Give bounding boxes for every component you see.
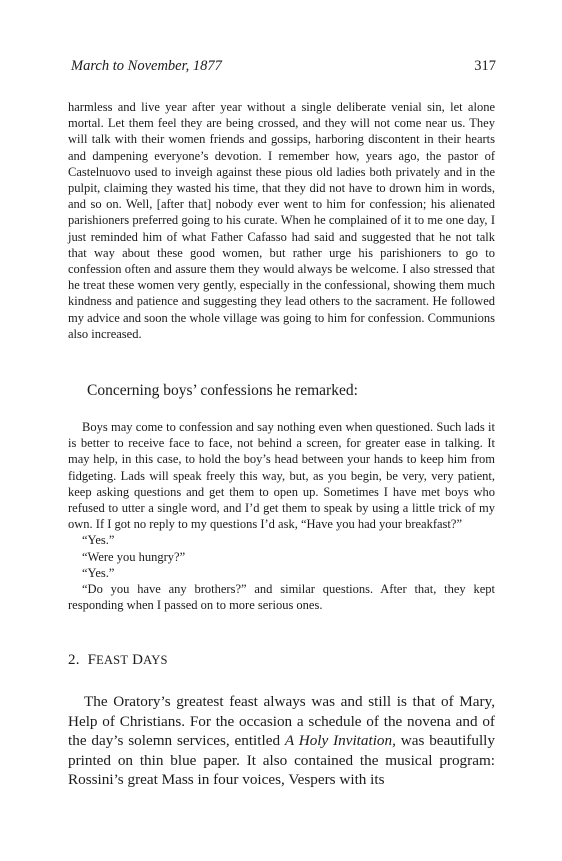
quote-paragraph: “Do you have any brothers?” and similar questions. After that, they kept responding when I passed on to more serious ones. <box>68 582 495 613</box>
quote-line: “Yes.” <box>82 565 115 580</box>
quote-paragraph: Boys may come to confession and say nothing even when questioned. Such lads it is better to receive face to face, not behind a screen, for greater ease in talking. It may help, in this case, to hold the boy’s head between your hands to keep him from fidgeting. Lads will speak freely this way, but, as you begin, be very, very patient, keep asking questions and get them to open up. Sometimes I have met boys who refused to utter a single word, and I’d get them to speak by using a little trick of my own. If I got no reply to my questions I’d ask, “Have you had your breakfast?” <box>68 420 495 532</box>
paragraph-text: harmless and live year after year without a single deliberate venial sin, let alone mortal. Let them feel they are being crossed, and they will not come near us. They will talk with their women friends and gossips, harboring discontent in their hearts and dampening everyone’s devotion. I remember how, years ago, the pastor of Castelnuovo used to inveigh against these pious old ladies both privately and in the pulpit, claiming they wasted his time, that they did not have to drown him in words, and so on. Well, [after that] nobody ever went to him for confession; his alienated parishioners preferred going to his curate. When he complained of it to me one day, I just reminded him of what Father Cafasso had said and suggested that he not talk that way about these good women, but rather urge his parishioners to go to confession often and assure them they would always be welcome. I also stressed that he treat these women very gently, especially in the confessional, showing them much kindness and patience and suggesting they lead others to the sacrament. He followed my advice and soon the whole village was going to him for confession. Communions also increased. <box>68 100 495 341</box>
running-title: March to November, 1877 <box>71 58 222 74</box>
section-title: FEAST DAYS <box>87 652 168 668</box>
quote-line: “Yes.” <box>82 533 115 548</box>
page-number: 317 <box>474 58 496 74</box>
section-heading <box>68 652 495 669</box>
block-quote <box>68 419 495 613</box>
section-number: 2. <box>68 652 80 668</box>
work-title: A Holy Invitation, <box>284 732 396 750</box>
paragraph-text: The Oratory’s greatest feast always was and still is that of Mary, Help of Christians. For the occasion a schedule of the novena and of the day’s solemn services, entitled A Holy Invitation, was beautifully printed on thin blue paper. It also contained the musical program: Rossini’s great Mass in four voices, Vespers with its <box>68 693 495 789</box>
lead-in: Concerning boys’ confessions he remarked: <box>87 382 358 399</box>
body-paragraph <box>68 692 495 790</box>
paragraph-continued <box>68 99 495 342</box>
quote-line: “Were you hungry?” <box>82 549 186 564</box>
running-head <box>71 58 496 75</box>
